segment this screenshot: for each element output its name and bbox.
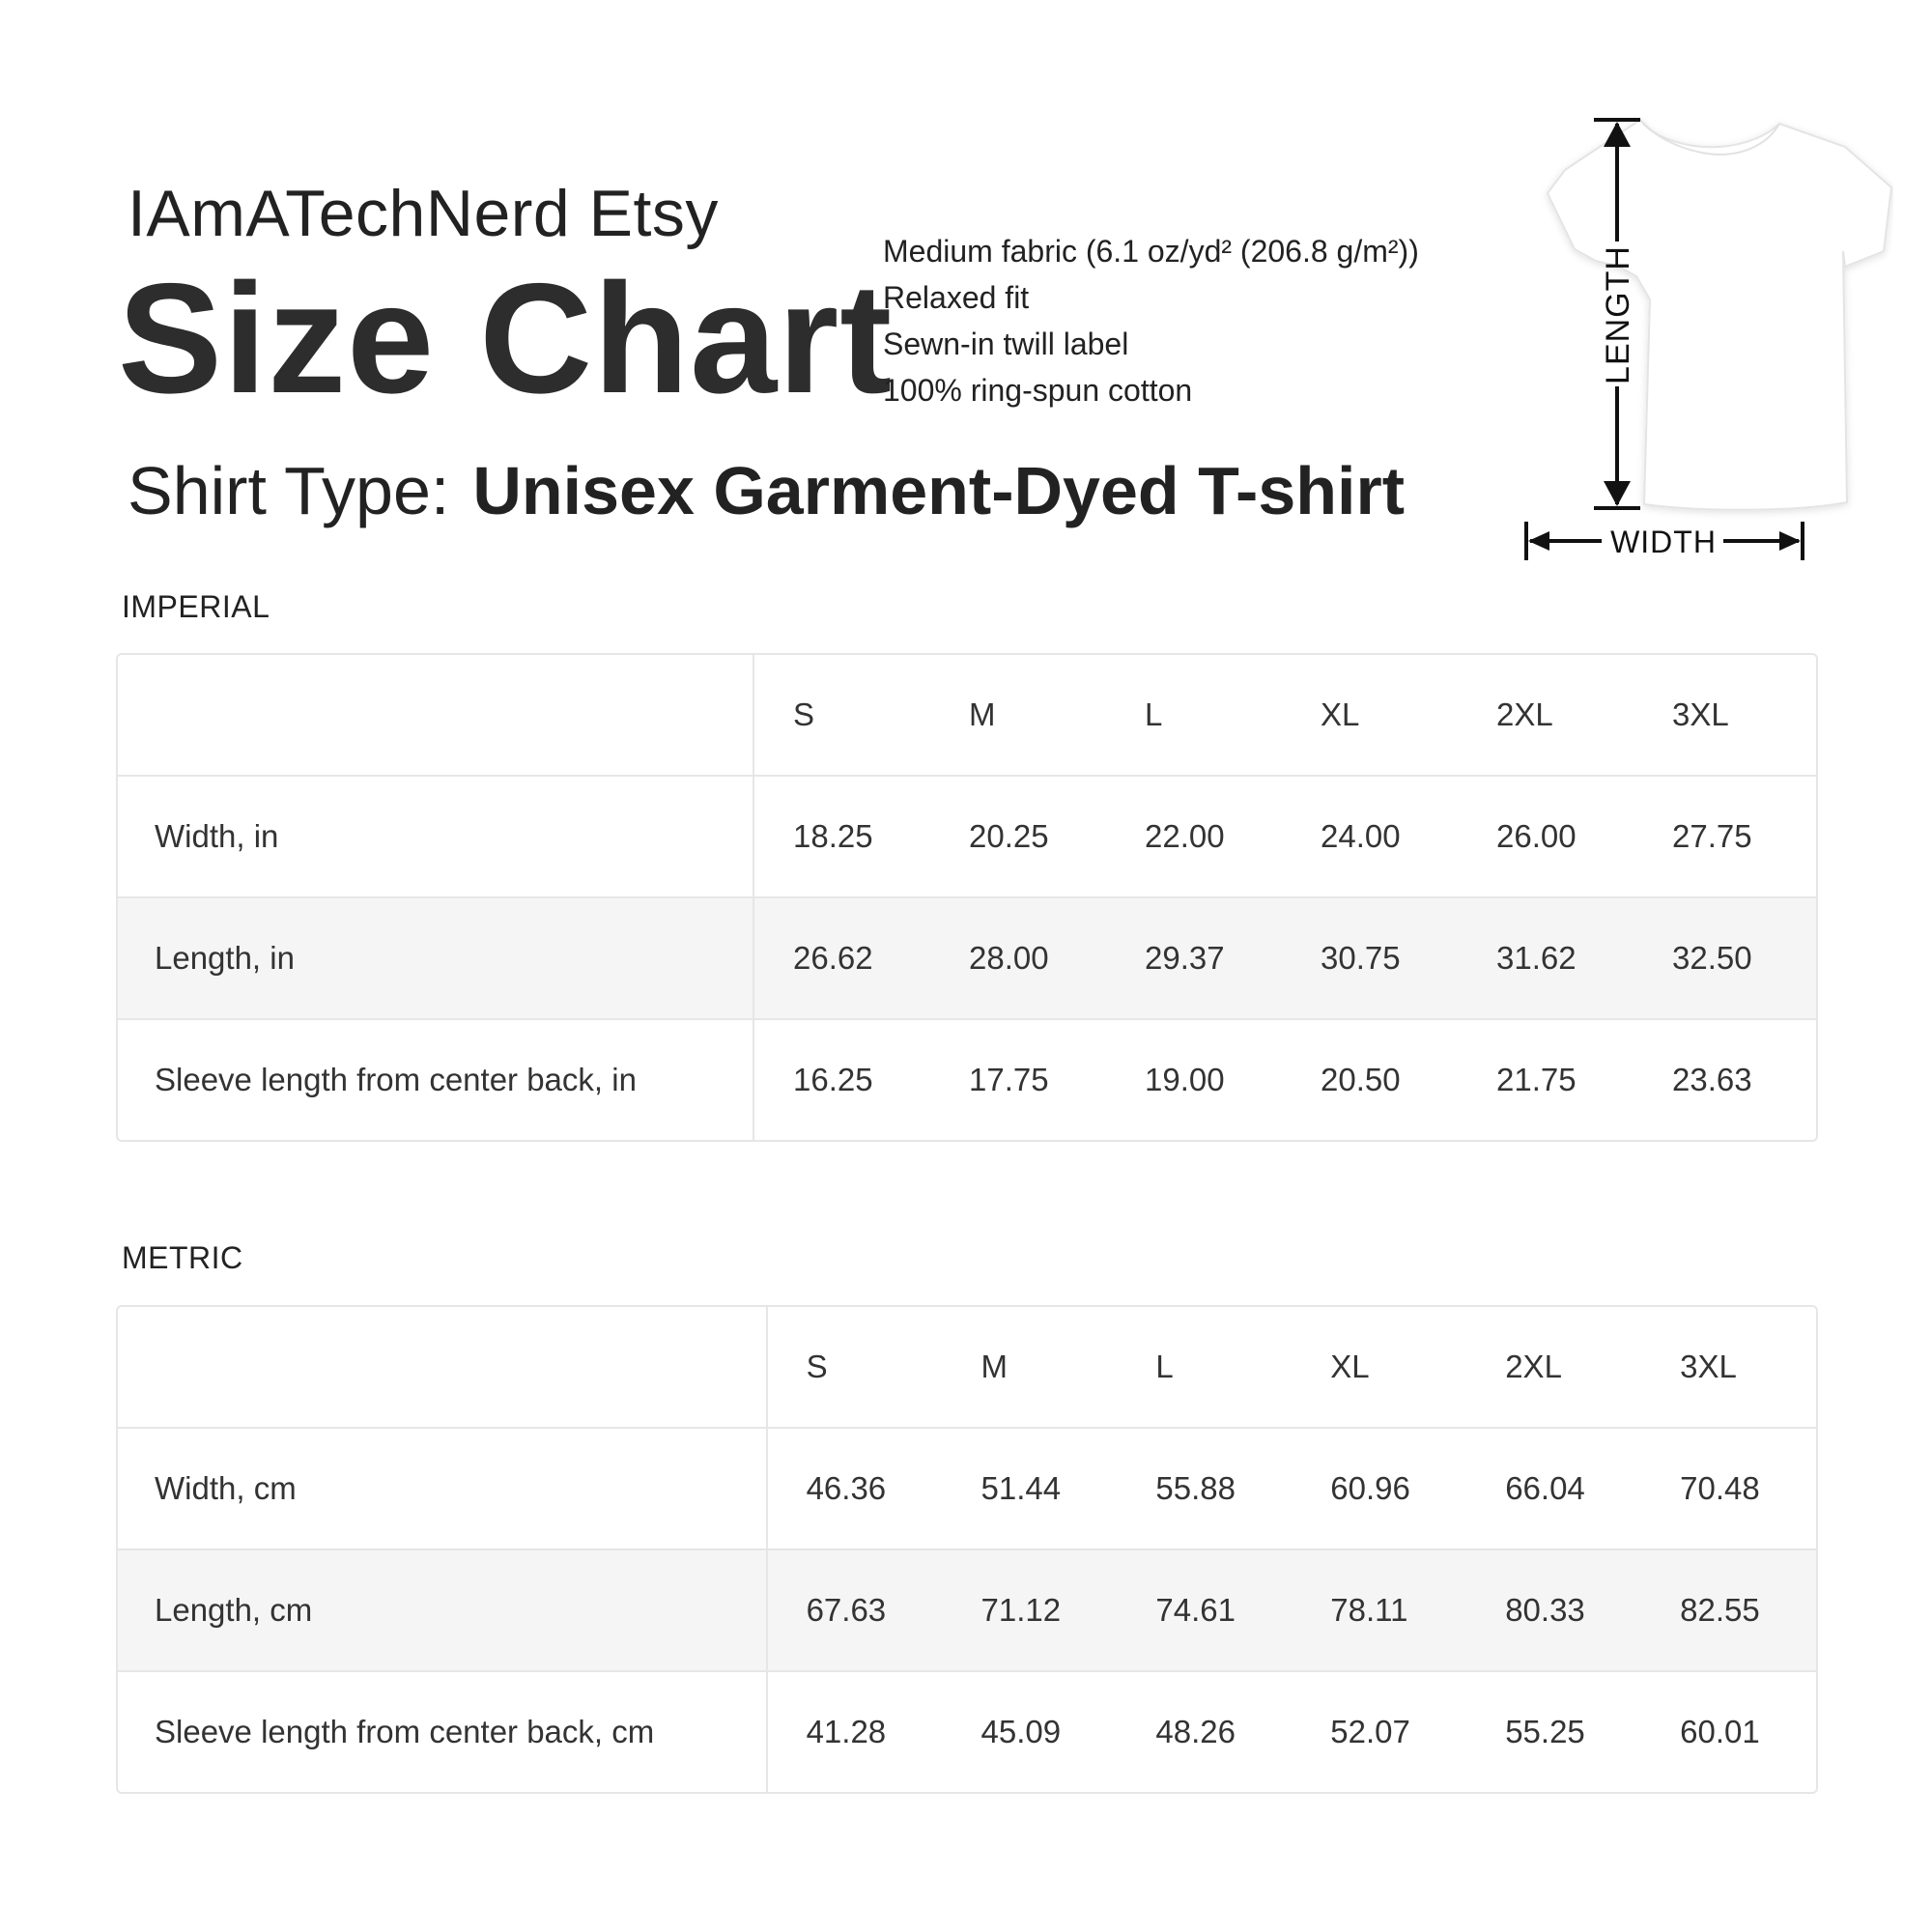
table-cell: 27.75	[1672, 818, 1752, 854]
row-label: Length, cm	[118, 1550, 768, 1670]
size-header: 2XL	[1505, 1349, 1562, 1384]
size-header: S	[793, 696, 815, 732]
feature-item: Medium fabric (6.1 oz/yd² (206.8 g/m²))	[883, 234, 1419, 269]
shirt-type	[128, 452, 1405, 529]
size-header: XL	[1321, 696, 1360, 732]
tshirt-icon	[1430, 106, 1893, 570]
table-cell: 71.12	[980, 1592, 1062, 1628]
table-cell: 52.07	[1330, 1714, 1410, 1749]
table-cell: 70.48	[1680, 1470, 1760, 1506]
size-header: 2XL	[1496, 696, 1553, 732]
table-cell: 31.62	[1496, 940, 1577, 976]
length-label: LENGTH	[1600, 245, 1636, 384]
table-cell: 16.25	[793, 1062, 873, 1097]
row-label: Sleeve length from center back, in	[118, 1020, 754, 1140]
table-cell: 22.00	[1145, 818, 1225, 854]
table-cell: 60.96	[1330, 1470, 1410, 1506]
table-cell: 29.37	[1145, 940, 1225, 976]
table-cell: 26.00	[1496, 818, 1577, 854]
size-header: S	[806, 1349, 828, 1384]
table-row	[118, 775, 1816, 896]
table-cell: 30.75	[1321, 940, 1401, 976]
table-cell: 19.00	[1145, 1062, 1225, 1097]
page-title: Size Chart	[118, 251, 894, 426]
table-row	[118, 1018, 1816, 1140]
size-header: L	[1145, 696, 1163, 732]
table-cell: 45.09	[980, 1714, 1062, 1749]
table-row	[118, 896, 1816, 1018]
table-cell: 23.63	[1672, 1062, 1752, 1097]
table-row	[118, 1427, 1816, 1548]
table-cell: 67.63	[806, 1592, 887, 1628]
table-cell: 74.61	[1155, 1592, 1236, 1628]
feature-item: Relaxed fit	[883, 280, 1030, 315]
table-cell: 20.25	[969, 818, 1049, 854]
table-cell: 32.50	[1672, 940, 1752, 976]
header-empty-cell	[118, 1307, 768, 1427]
table-cell: 48.26	[1155, 1714, 1236, 1749]
imperial-size-table	[116, 653, 1818, 1142]
feature-item: Sewn-in twill label	[883, 327, 1129, 361]
metric-size-table	[116, 1305, 1818, 1794]
size-header: 3XL	[1680, 1349, 1737, 1384]
table-cell: 17.75	[969, 1062, 1049, 1097]
row-label: Length, in	[118, 898, 754, 1018]
table-header-row	[118, 655, 1816, 775]
table-cell: 51.44	[980, 1470, 1062, 1506]
table-cell: 55.88	[1155, 1470, 1236, 1506]
width-label: WIDTH	[1610, 525, 1717, 559]
row-label: Width, in	[118, 777, 754, 896]
brand-name: IAmATechNerd Etsy	[128, 177, 719, 250]
table-row	[118, 1670, 1816, 1792]
size-header: XL	[1330, 1349, 1370, 1384]
table-cell: 66.04	[1505, 1470, 1585, 1506]
metric-section-label: METRIC	[122, 1240, 243, 1275]
table-cell: 60.01	[1680, 1714, 1760, 1749]
size-header: 3XL	[1672, 696, 1729, 732]
feature-list	[883, 228, 1419, 413]
table-cell: 82.55	[1680, 1592, 1760, 1628]
table-cell: 80.33	[1505, 1592, 1585, 1628]
table-cell: 28.00	[969, 940, 1049, 976]
table-cell: 21.75	[1496, 1062, 1577, 1097]
table-cell: 46.36	[806, 1470, 887, 1506]
table-cell: 20.50	[1321, 1062, 1401, 1097]
table-cell: 24.00	[1321, 818, 1401, 854]
table-row	[118, 1548, 1816, 1670]
table-cell: 41.28	[806, 1714, 887, 1749]
row-label: Sleeve length from center back, cm	[118, 1672, 768, 1792]
header-empty-cell	[118, 655, 754, 775]
table-cell: 78.11	[1330, 1592, 1408, 1628]
size-header: M	[980, 1349, 1008, 1384]
table-cell: 18.25	[793, 818, 873, 854]
feature-item: 100% ring-spun cotton	[883, 373, 1193, 408]
row-label: Width, cm	[118, 1429, 768, 1548]
table-cell: 55.25	[1505, 1714, 1585, 1749]
shirt-type-value: Unisex Garment-Dyed T-shirt	[472, 453, 1406, 528]
table-header-row	[118, 1307, 1816, 1427]
size-header: M	[969, 696, 996, 732]
size-header: L	[1155, 1349, 1174, 1384]
shirt-type-label: Shirt Type:	[128, 453, 450, 528]
imperial-section-label: IMPERIAL	[122, 589, 270, 624]
tshirt-measurement-diagram	[1430, 106, 1893, 570]
table-cell: 26.62	[793, 940, 873, 976]
